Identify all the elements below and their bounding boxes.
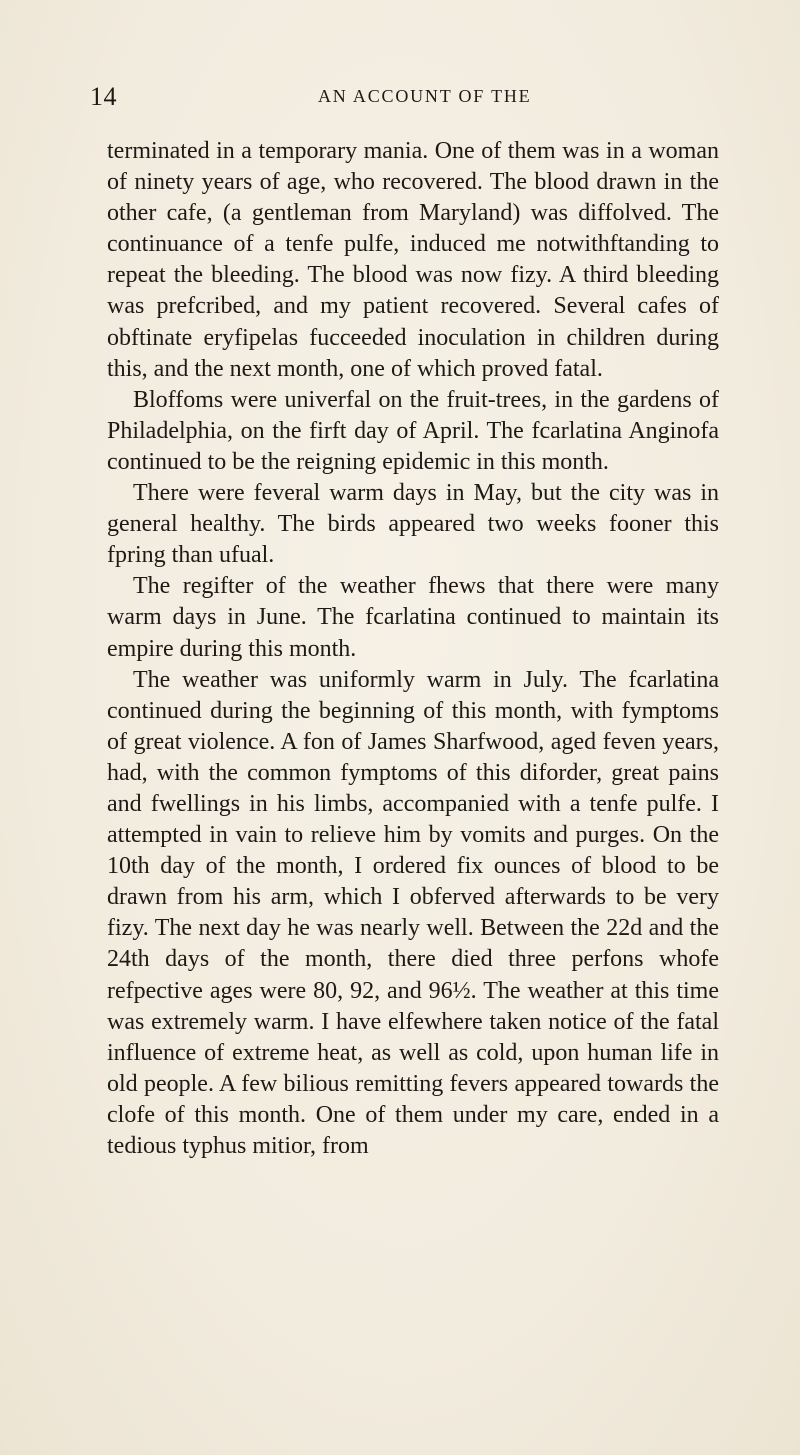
paragraph-may: There were feveral warm days in May, but the city was in general healthy. The birds appeared two weeks fooner this fpring than ufual. xyxy=(107,480,719,569)
paragraph-july: The weather was uniformly warm in July. The fcarlatina continued during the beginning of this month, with fymptoms of great violence. A fon of James Sharfwood, aged feven years, had, with the common fymptoms of this diforder, great pains and fwellings in his limbs, accompanied with a tenfe pulfe. I attempted in vain to relieve him by vomits and purges. On the 10th day of the month, I ordered fix ounces of blood to be drawn from his arm, which I obferved afterwards to be very fizy. The next day he was nearly well. Between the 22d and the 24th days of the month, there died three perfons whofe refpective ages were 80, 92, and 96½. The weather at this time was extremely warm. I have elfewhere taken notice of the fatal influence of extreme heat, as well as cold, upon human life in old people. A few bilious remitting fevers appeared towards the clofe of this month. One of them under my care, ended in a tedious typhus mitior, from xyxy=(107,666,719,1159)
paragraph-june: The regifter of the weather fhews that there were many warm days in June. The fcarlatina continued to maintain its empire during this month. xyxy=(107,573,719,662)
running-head: AN ACCOUNT OF THE xyxy=(318,86,532,106)
body-text xyxy=(107,136,719,1162)
page-number: 14 xyxy=(90,82,117,111)
paragraph-continuation: terminated in a temporary mania. One of them was in a woman of ninety years of age, who recovered. The blood drawn in the other cafe, (a gentleman from Maryland) was diffolved. The continuance of a tenfe pulfe, induced me notwithftanding to repeat the bleeding. The blood was now fizy. A third bleeding was prefcribed, and my patient recovered. Several cafes of obftinate eryfipelas fucceeded inoculation in children during this, and the next month, one of which proved fatal. xyxy=(107,138,719,382)
paragraph-april: Bloffoms were univerfal on the fruit-trees, in the gardens of Philadelphia, on the firft day of April. The fcarlatina Anginofa continued to be the reigning epidemic in this month. xyxy=(107,386,719,475)
page-header xyxy=(90,82,720,112)
